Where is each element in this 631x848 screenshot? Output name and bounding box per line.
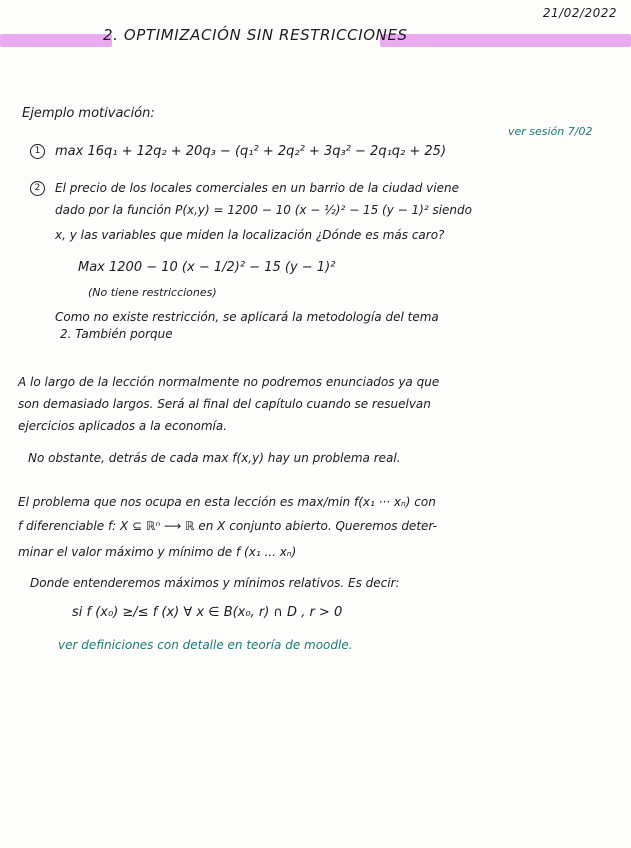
example-2-number: 2 (30, 181, 45, 196)
example-1-text: max 16q₁ + 12q₂ + 20q₃ − (q₁² + 2q₂² + 3q₃² − 2q₁q₂ + 25) (55, 144, 447, 159)
extremum-condition: si f (x₀) ≥/≤ f (x) ∀ x ∈ B(x₀, r) ∩ D , r > 0 (72, 605, 343, 620)
title-highlight-right (380, 34, 631, 47)
example-2-line-3: x, y las variables que miden la localización ¿Dónde es más caro? (55, 228, 445, 242)
paragraph-4: Donde entenderemos máximos y mínimos relativos. Es decir: (30, 576, 400, 590)
como-line-2: 2. También porque (60, 327, 173, 341)
paragraph-3-line-2: f diferenciable f: X ⊆ ℝⁿ ⟶ ℝ en X conjunto abierto. Queremos deter- (18, 519, 438, 533)
title-highlight-left (0, 34, 112, 47)
side-note: ver sesión 7/02 (508, 125, 593, 138)
no-restrictions-note: (No tiene restricciones) (88, 286, 217, 299)
example-2-text: El precio de los locales comerciales en un barrio de la ciudad viene (55, 181, 459, 195)
moodle-reference: ver definiciones con detalle en teoría de moodle. (58, 638, 353, 652)
paragraph-3-line-3: minar el valor máximo y mínimo de f (x₁ ... xₙ) (18, 545, 297, 559)
max-formula: Max 1200 − 10 (x − 1/2)² − 15 (y − 1)² (78, 260, 336, 275)
example-1 (30, 144, 446, 159)
paragraph-1-line-1: A lo largo de la lección normalmente no podremos enunciados ya que (18, 375, 440, 389)
date: 21/02/2022 (542, 6, 617, 20)
example-2-line-2: dado por la función P(x,y) = 1200 − 10 (x − ½)² − 15 (y − 1)² siendo (55, 203, 472, 217)
paragraph-2: No obstante, detrás de cada max f(x,y) hay un problema real. (28, 451, 401, 465)
section-heading: Ejemplo motivación: (22, 106, 155, 121)
page-title: 2. OPTIMIZACIÓN SIN RESTRICCIONES (103, 26, 408, 44)
paragraph-1-line-3: ejercicios aplicados a la economía. (18, 419, 228, 433)
como-line-1: Como no existe restricción, se aplicará la metodología del tema (55, 310, 439, 324)
paragraph-1-line-2: son demasiado largos. Será al final del capítulo cuando se resuelvan (18, 397, 431, 411)
example-2-line-1 (30, 181, 459, 196)
paragraph-3-line-1: El problema que nos ocupa en esta lección es max/min f(x₁ ··· xₙ) con (18, 495, 436, 509)
example-1-number: 1 (30, 144, 45, 159)
